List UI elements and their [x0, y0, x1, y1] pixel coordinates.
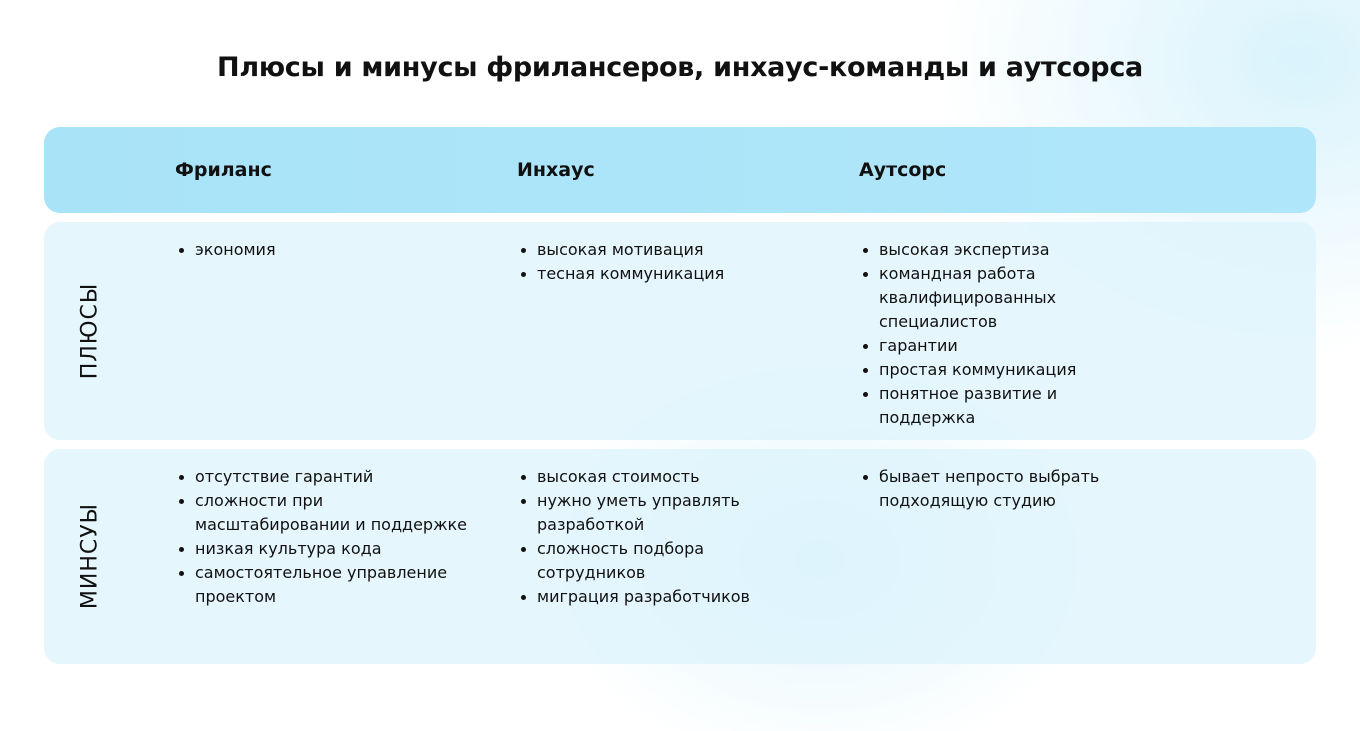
list-item: низкая культура кода [175, 537, 475, 561]
list-item: отсутствие гарантий [175, 465, 475, 489]
list-item: сложности при масштабировании и поддержке [175, 489, 475, 537]
list-item: командная работа квалифицированных специалистов [859, 262, 1099, 334]
cell-list [175, 238, 475, 262]
list-item: высокая мотивация [517, 238, 817, 262]
list-item: самостоятельное управление проектом [175, 561, 475, 609]
cell-list [517, 238, 817, 286]
row-label-text: МИНСУЫ [77, 502, 103, 610]
cell-list [859, 465, 1139, 513]
row-label-text: ПЛЮСЫ [77, 282, 103, 380]
list-item: сложность подбора сотрудников [517, 537, 787, 585]
list-item: понятное развитие и поддержка [859, 382, 1099, 430]
list-item: экономия [175, 238, 475, 262]
list-item: бывает непросто выбрать подходящую студию [859, 465, 1139, 513]
cell-list [517, 465, 787, 609]
list-item: миграция разработчиков [517, 585, 787, 609]
page-title: Плюсы и минусы фрилансеров, инхаус-команды и аутсорса [217, 52, 1143, 83]
list-item: высокая экспертиза [859, 238, 1099, 262]
column-header-outsource: Аутсорс [859, 159, 947, 181]
cell-list [175, 465, 475, 609]
row-cons [44, 449, 1316, 664]
table-header [44, 127, 1316, 213]
list-item: тесная коммуникация [517, 262, 817, 286]
cell-list [859, 238, 1099, 430]
list-item: гарантии [859, 334, 1099, 358]
row-pros [44, 222, 1316, 440]
column-header-inhouse: Инхаус [517, 159, 595, 181]
list-item: высокая стоимость [517, 465, 787, 489]
list-item: нужно уметь управлять разработкой [517, 489, 787, 537]
column-header-freelance: Фриланс [175, 159, 272, 181]
list-item: простая коммуникация [859, 358, 1099, 382]
